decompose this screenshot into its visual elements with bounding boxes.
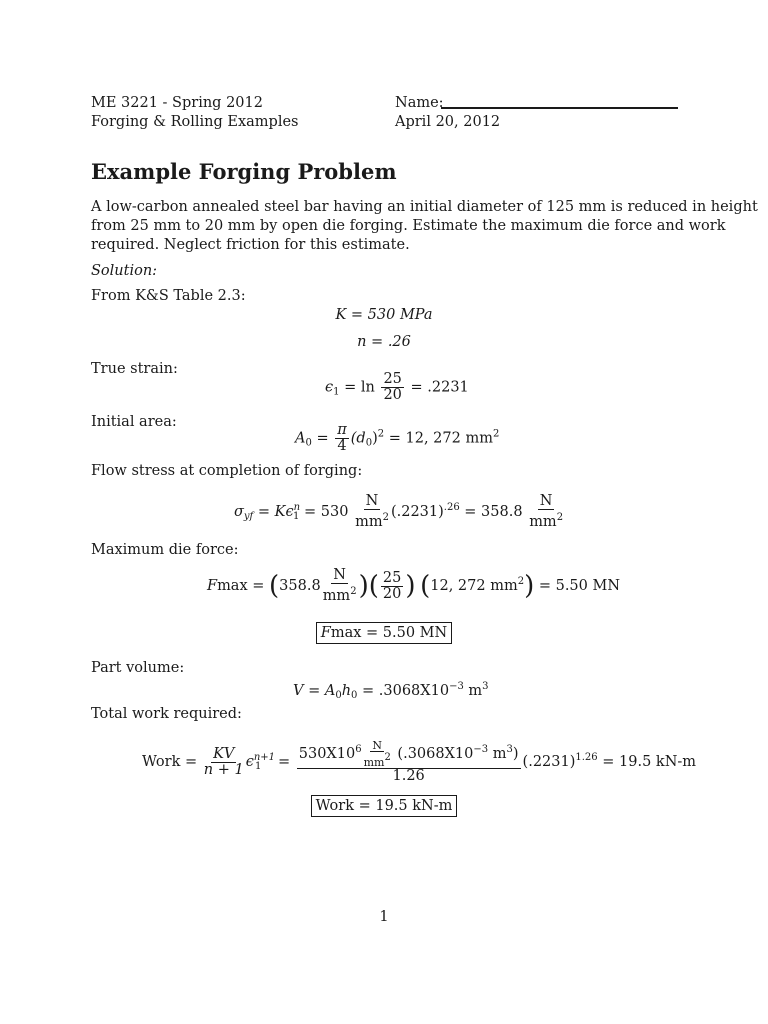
unit-fraction	[355, 494, 389, 530]
exponent: 1.26	[575, 752, 598, 763]
denominator: 4	[337, 438, 347, 454]
stress-value: 358.8	[279, 578, 321, 594]
unit-fraction	[529, 494, 563, 530]
flow-stress-label: Flow stress at completion of forging:	[91, 463, 363, 479]
exponent: .26	[443, 502, 460, 513]
unit-fraction	[323, 568, 357, 604]
exponent: −3	[473, 744, 489, 755]
unit: mm	[363, 756, 385, 769]
unit: mm	[529, 514, 557, 530]
denominator: 20	[383, 387, 402, 403]
initial-area-label: Initial area:	[91, 414, 177, 430]
diameter-symbol: (d	[350, 430, 366, 447]
table-reference: From K&S Table 2.3:	[91, 288, 246, 304]
n-equation: n = .26	[357, 334, 411, 350]
numerator: 25	[383, 371, 402, 387]
epsilon-symbol: ϵ	[325, 379, 334, 396]
pi-fraction	[335, 423, 349, 454]
exponent: 2	[377, 428, 385, 440]
part-volume-equation	[293, 677, 489, 705]
force-result-box	[316, 622, 452, 644]
exponent: −3	[449, 681, 464, 692]
denominator	[364, 752, 391, 768]
exponent: 2	[492, 428, 500, 440]
ln-operator: = ln	[339, 379, 380, 396]
numerator: N	[539, 493, 553, 509]
work-value: = 19.5 kN-m	[597, 754, 697, 770]
unit: mm	[355, 514, 383, 530]
kv-fraction	[204, 747, 244, 778]
numerator: N	[333, 567, 346, 583]
denominator: n + 1	[203, 761, 244, 778]
unit: m	[463, 683, 483, 699]
exponent: 2	[556, 512, 564, 523]
total-work-equation: Work = $\frac{KV}{n + 1}$ $\epsilon^{n+1}_1$ = $530X10^6$ $\frac{N}{mm2}$ ($.3068X10^{-3}$ $m^3$) 1.26 $(.2231)^{1.26} = 19.5$ kN-m	[142, 739, 697, 784]
numerator	[297, 740, 521, 769]
area-value: = 12, 272 mm	[384, 430, 493, 447]
exponent: 6	[355, 744, 362, 755]
numerator: N	[365, 493, 379, 509]
area-symbol: A	[295, 430, 306, 447]
denominator	[355, 510, 389, 530]
unit: m	[488, 746, 507, 762]
page-title: Example Forging Problem	[91, 159, 397, 184]
subscript: max	[330, 625, 362, 641]
solution-label: Solution:	[91, 263, 158, 279]
work-result-box: Work = 19.5 kN-m	[311, 795, 458, 817]
unit: mm	[322, 588, 351, 604]
exponent: 2	[350, 586, 357, 597]
exponent: 3	[482, 681, 489, 692]
problem-line-1: A low-carbon annealed steel bar having an initial diameter of 125 mm is reduced in height	[91, 199, 758, 215]
flow-stress-value: = 358.8	[459, 504, 528, 520]
subscript: 1	[293, 511, 300, 522]
height-symbol: h	[341, 683, 352, 699]
exponent: 2	[382, 512, 389, 523]
volume-term: (.3068X10	[392, 746, 474, 762]
initial-area-equation: $A_0$ = $\frac{\pi}{4}$ $(d_0)^2 = 12$, 272 $mm^2$	[295, 422, 500, 454]
exponent: n	[293, 502, 301, 513]
subscript: max	[217, 578, 248, 594]
force-result-box-row	[0, 622, 768, 644]
coefficient: = 530	[299, 504, 354, 520]
epsilon-symbol: ϵ	[245, 754, 254, 770]
max-die-force-equation: Fmax = (358.8 $\frac{N}{mm^2}$ )( $\frac{25}{20}$ ) (12, 272 $mm^2) = 5.50$ MN	[207, 567, 621, 604]
work-fraction	[297, 740, 521, 784]
flow-stress-equation	[234, 494, 565, 530]
subscript: 0	[305, 437, 312, 449]
denominator	[529, 510, 563, 530]
strain-term: (.2231)	[522, 754, 576, 770]
volume-symbol: V = A	[293, 683, 336, 699]
k-equation: K = 530 MPa	[335, 307, 433, 323]
sigma-symbol: σ	[234, 504, 244, 520]
denominator	[323, 584, 357, 604]
numerator: N	[372, 739, 383, 752]
true-strain-label: True strain:	[91, 361, 178, 377]
part-volume-label: Part volume:	[91, 660, 185, 676]
subscript: 0	[365, 437, 373, 449]
numerator: KV	[213, 745, 235, 762]
total-work-label: Total work required:	[91, 706, 242, 722]
course-title: ME 3221 - Spring 2012	[91, 95, 263, 111]
numerator: 25	[382, 569, 402, 586]
k-epsilon: = Kϵ	[253, 504, 294, 520]
name-label: Name:	[395, 95, 444, 111]
work-label: Work =	[142, 754, 202, 770]
term: 530X10	[298, 746, 356, 762]
numerator: π	[337, 422, 347, 438]
close-paren: )	[512, 746, 519, 762]
true-strain-equation	[325, 372, 469, 403]
unit-fraction	[364, 740, 391, 768]
denominator: 1.26	[392, 768, 425, 784]
strain-term: (.2231)	[390, 504, 444, 520]
subscript: yf	[243, 511, 254, 522]
exponent: n+1	[253, 752, 275, 763]
exponent: 2	[384, 752, 391, 763]
force-result: = 5.50 MN	[366, 625, 448, 641]
force-symbol: F	[207, 578, 218, 594]
area-term: 12, 272 mm	[430, 578, 518, 594]
ratio-fraction	[381, 372, 403, 403]
subscript: 1	[333, 386, 340, 398]
volume-value: = .3068X10	[357, 683, 450, 699]
subscript: 1	[255, 761, 262, 772]
name-underline	[441, 107, 678, 109]
document-date: April 20, 2012	[395, 114, 501, 130]
problem-line-2: from 25 mm to 20 mm by open die forging. Estimate the maximum die force and work	[91, 218, 726, 234]
force-symbol: F	[320, 625, 331, 641]
close-paren: )	[372, 430, 378, 447]
page-number: 1	[379, 909, 389, 925]
work-result-box-row	[0, 795, 768, 817]
exponent: 2	[517, 576, 525, 587]
exponent: 3	[506, 744, 513, 755]
course-topic: Forging & Rolling Examples	[91, 114, 299, 130]
subscript: 0	[335, 690, 342, 701]
strain-value: = .2231	[405, 379, 469, 396]
subscript: 0	[351, 690, 358, 701]
denominator: 20	[382, 585, 402, 602]
force-value: = 5.50 MN	[534, 578, 621, 594]
problem-line-3: required. Neglect friction for this estimate.	[91, 237, 410, 253]
max-die-force-label: Maximum die force:	[91, 542, 239, 558]
ratio-fraction	[381, 571, 403, 602]
